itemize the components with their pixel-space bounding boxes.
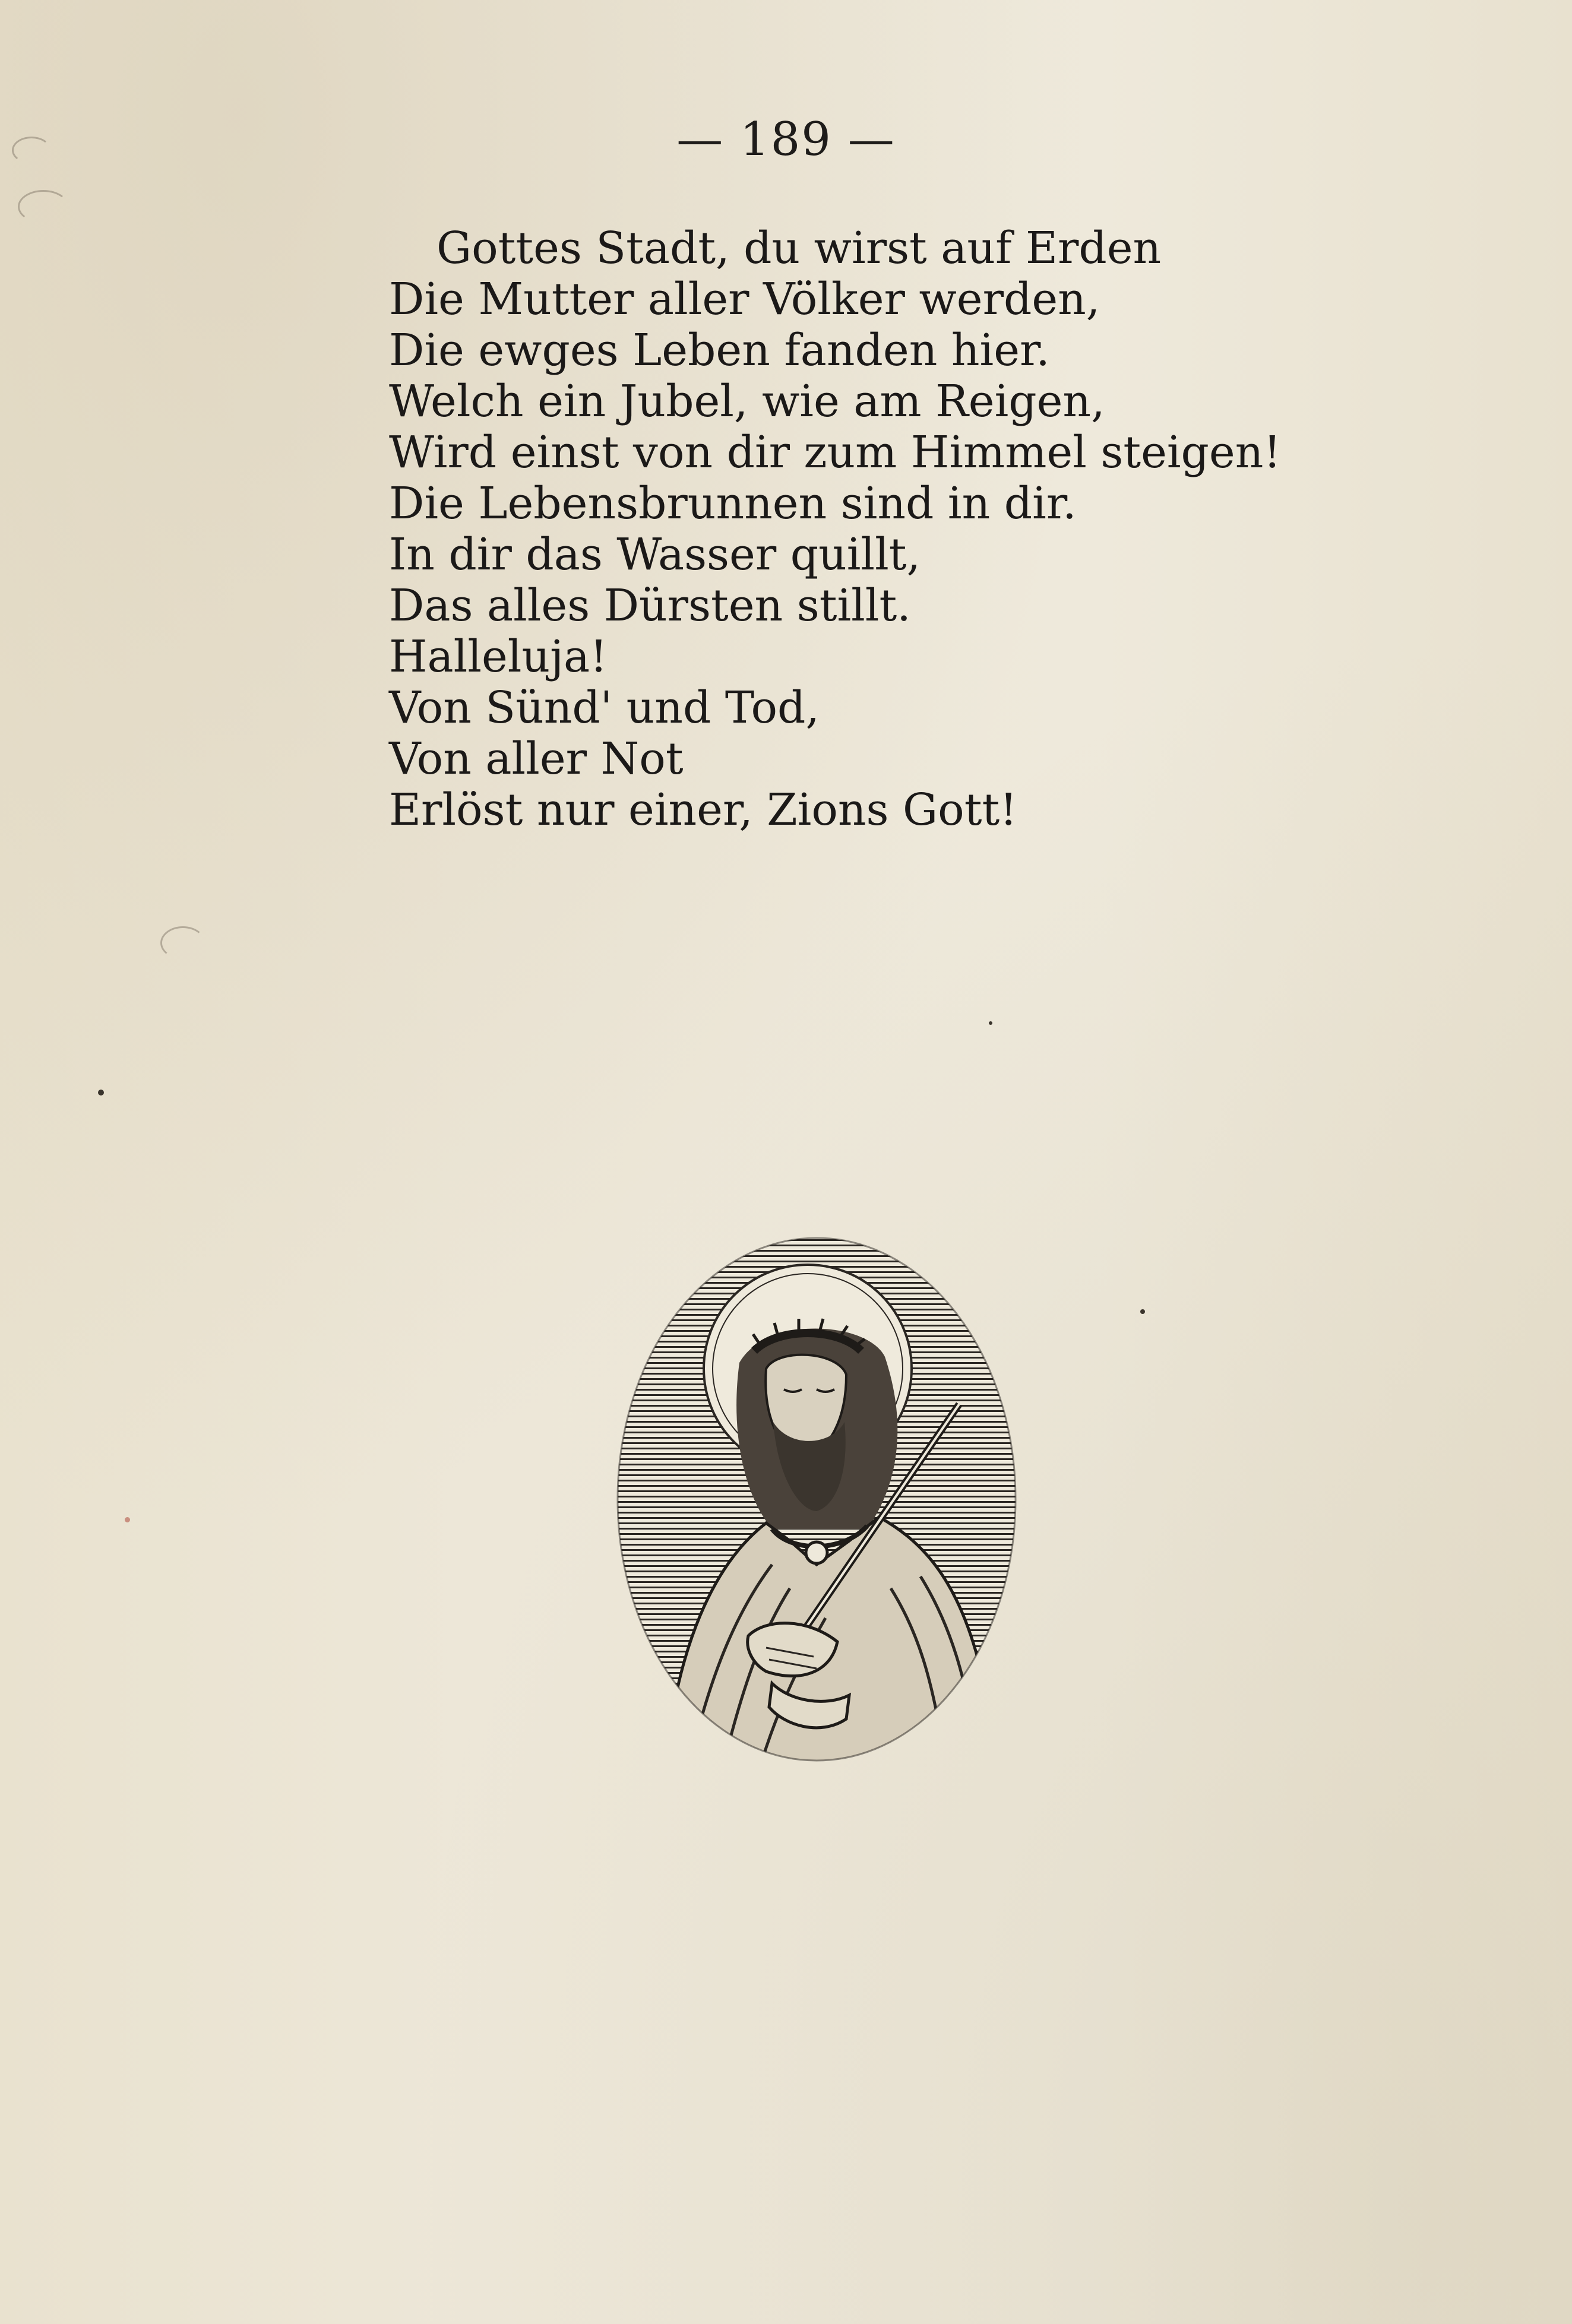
paper-speck	[125, 1517, 130, 1522]
poem-line: Die ewges Leben fanden hier.	[389, 325, 1050, 376]
paper-speck	[98, 1090, 104, 1095]
poem-line: Welch ein Jubel, wie am Reigen,	[389, 376, 1105, 427]
christ-vignette-icon	[612, 1232, 1021, 1766]
poem-line: Das alles Dürsten stillt.	[389, 580, 911, 631]
poem-line: Von Sünd' und Tod,	[389, 682, 820, 733]
poem-line: Die Lebensbrunnen sind in dir.	[389, 478, 1077, 529]
paper-mark	[18, 190, 69, 223]
poem-line: Die Mutter aller Völker werden,	[389, 274, 1100, 325]
poem-stanza	[389, 223, 1280, 835]
poem-line: Erlöst nur einer, Zions Gott!	[389, 784, 1017, 835]
paper-speck	[989, 1021, 992, 1025]
paper-mark	[160, 926, 205, 960]
poem-line: Halleluja!	[389, 631, 608, 682]
poem-line: Gottes Stadt, du wirst auf Erden	[437, 223, 1162, 274]
poem-line: In dir das Wasser quillt,	[389, 529, 921, 580]
poem-line: Von aller Not	[389, 733, 684, 784]
paper-speck	[1140, 1309, 1145, 1314]
paper-mark	[12, 137, 51, 164]
page-number: — 189 —	[676, 113, 896, 166]
poem-line: Wird einst von dir zum Himmel steigen!	[389, 427, 1282, 478]
